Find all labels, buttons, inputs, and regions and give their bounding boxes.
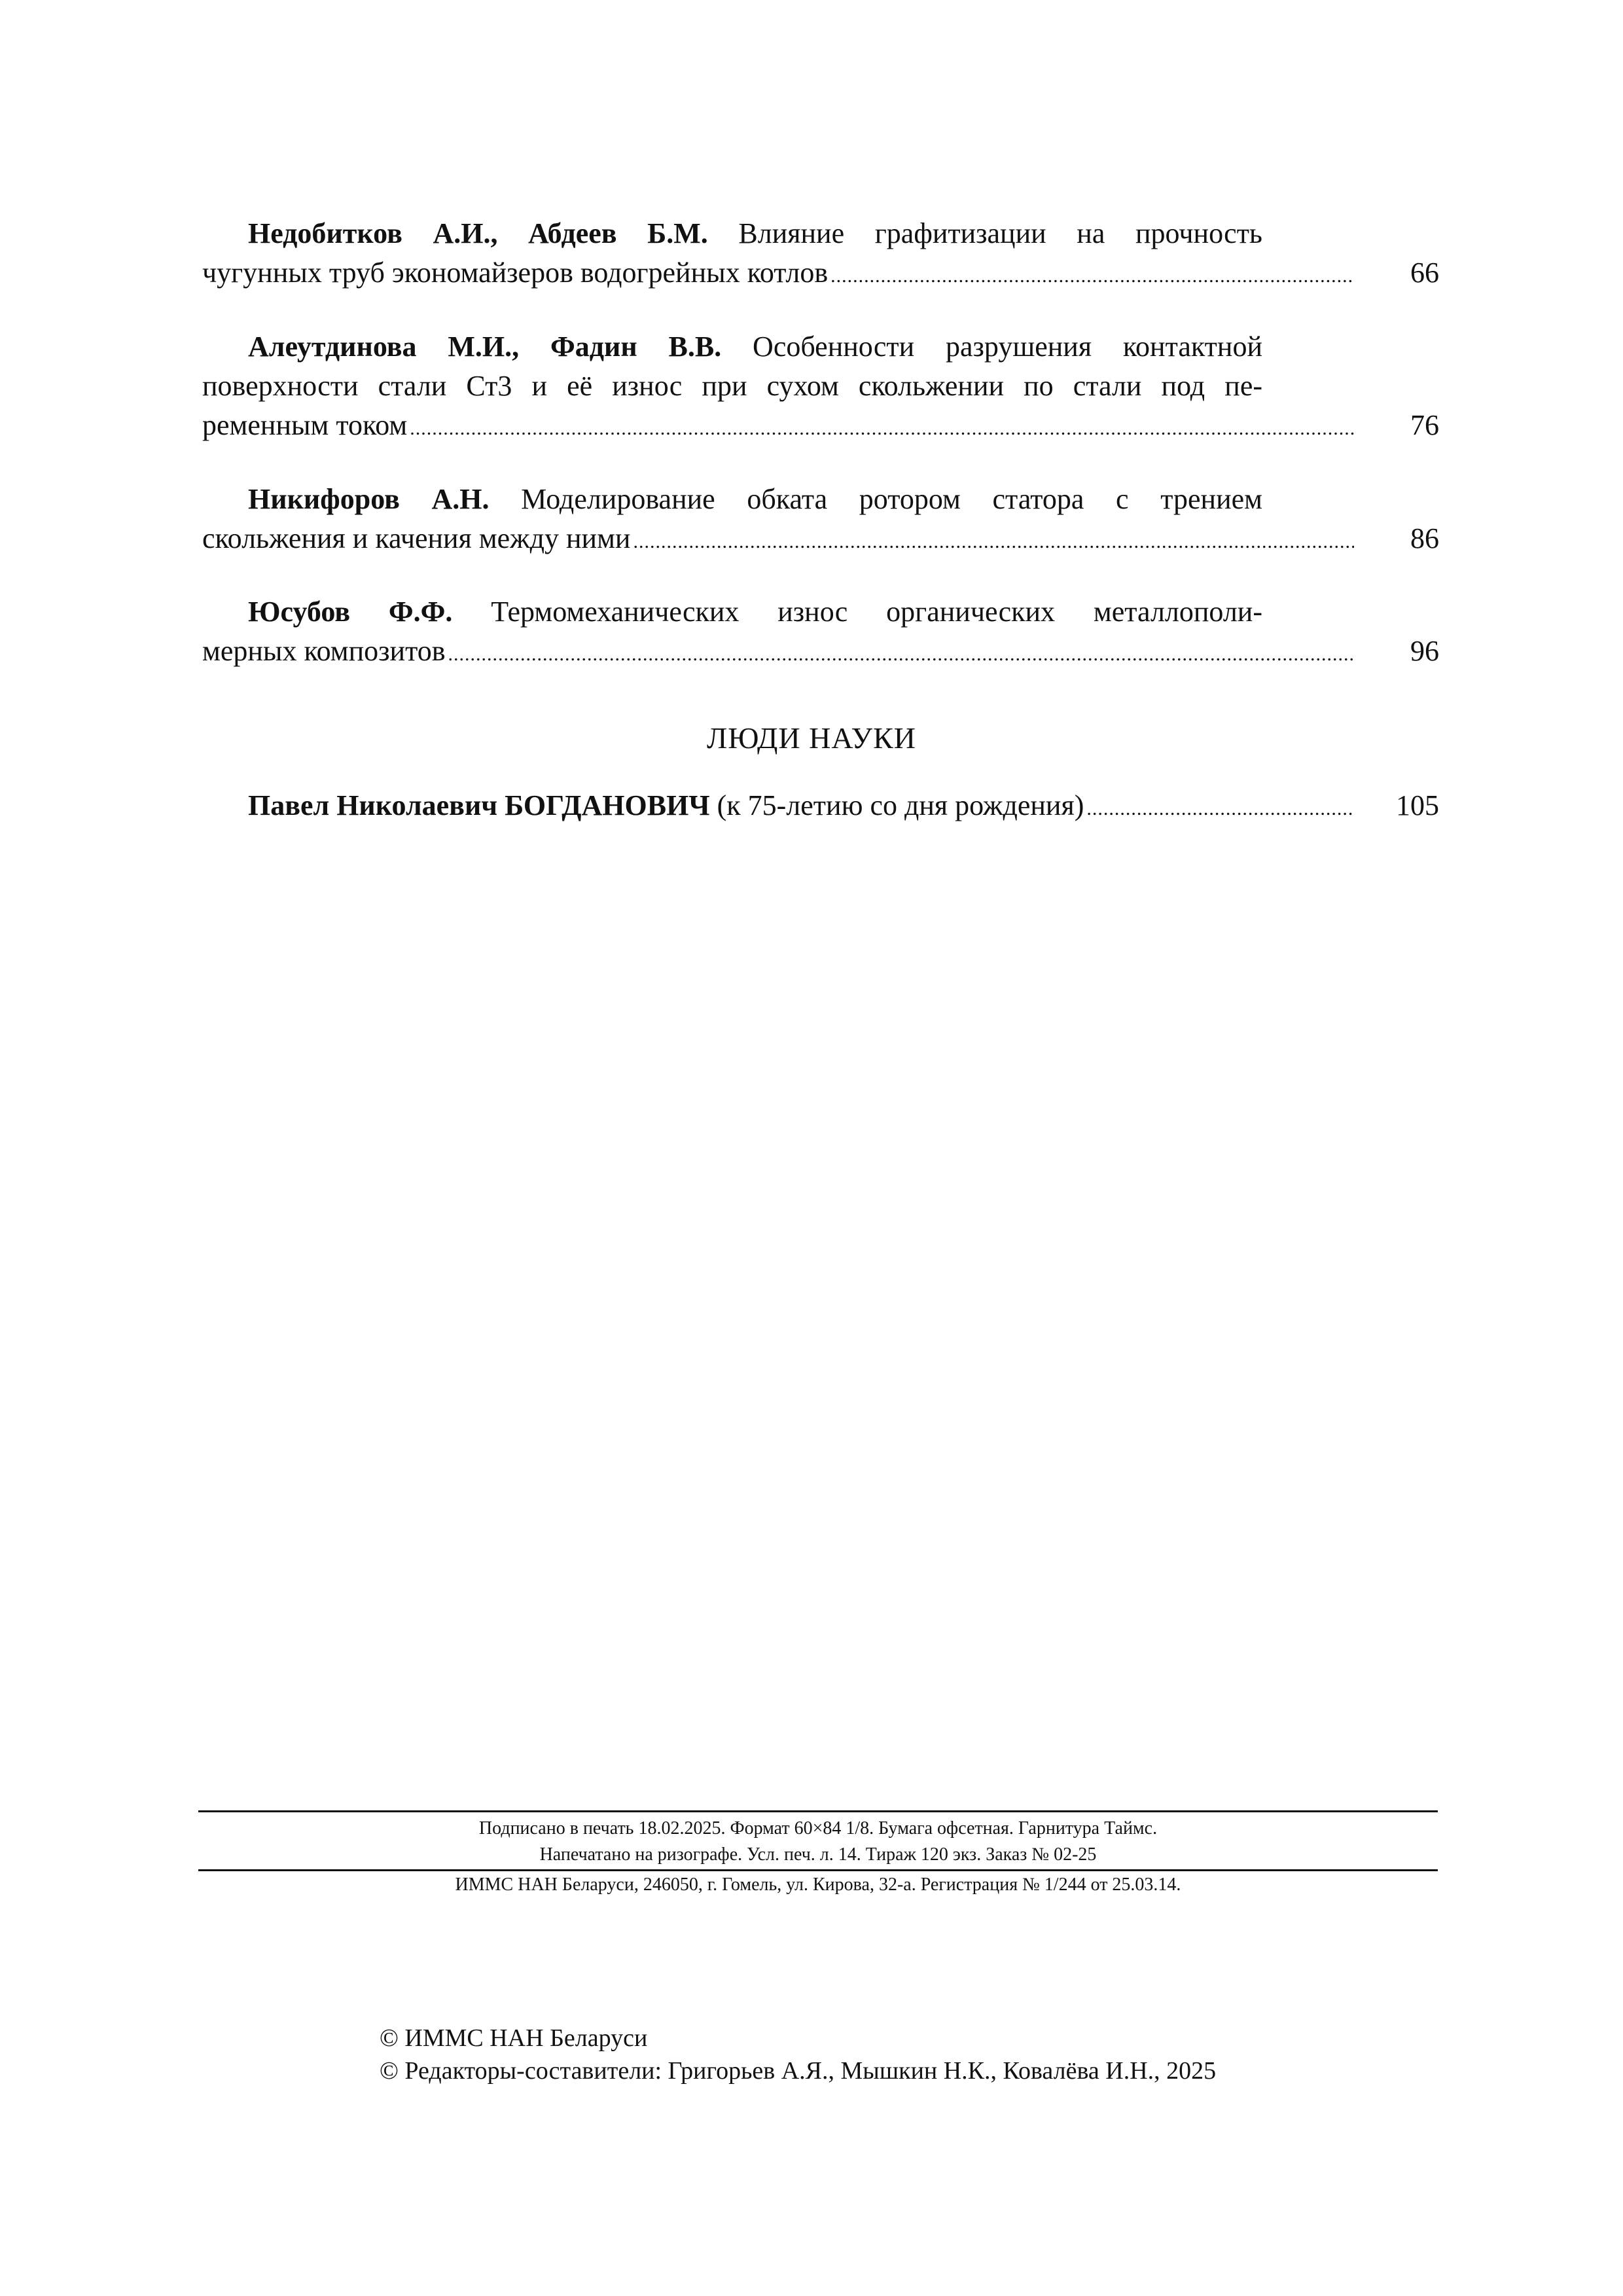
toc-entry-title: Термомеханических износ органических металлополи- — [491, 596, 1262, 628]
toc-entry-authors: Алеутдинова М.И., Фадин В.В. — [248, 331, 722, 363]
toc-page-number: 86 — [1410, 522, 1439, 554]
toc-entry-title-line — [202, 592, 1262, 632]
toc-page-number: 96 — [1410, 635, 1439, 667]
toc-entry-title-continued: мерных композитов — [202, 635, 446, 667]
toc-entry-subtitle: (к 75-летию со дня рождения) — [717, 789, 1084, 821]
dot-leader — [407, 409, 1354, 448]
dot-leader — [1084, 789, 1354, 829]
toc-entry-person-name: Павел Николаевич БОГДАНОВИЧ — [248, 789, 710, 821]
toc-entry-title: Влияние графитизации на прочность — [738, 217, 1262, 249]
toc-entry-title-line-2 — [202, 367, 1262, 406]
toc-entry-2 — [202, 327, 1439, 445]
dot-leader — [828, 257, 1354, 296]
imprint-bottom-rule — [198, 1869, 1438, 1871]
toc-entry-title — [202, 786, 1084, 825]
copyright-publisher: © ИММС НАН Беларуси — [380, 2024, 648, 2052]
toc-entry-title: Особенности разрушения контактной — [753, 331, 1262, 363]
toc-entry-title-line — [202, 480, 1262, 519]
toc-entry-last-line — [202, 786, 1439, 825]
copyright-editors: © Редакторы-составители: Григорьев А.Я., Мышкин Н.К., Ковалёва И.Н., 2025 — [380, 2057, 1217, 2085]
toc-entry-title-line — [202, 214, 1262, 253]
toc-entry-authors: Никифоров А.Н. — [248, 483, 490, 515]
toc-entry-jubilee — [202, 786, 1439, 825]
toc-page-number: 66 — [1410, 257, 1439, 289]
toc-entry-last-line — [202, 253, 1439, 293]
toc-entry-authors: Недобитков А.И., Абдеев Б.М. — [248, 217, 708, 249]
imprint-line-1: Подписано в печать 18.02.2025. Формат 60×84 1/8. Бумага офсетная. Гарнитура Таймс. — [478, 1818, 1158, 1839]
dot-leader — [446, 635, 1354, 674]
toc-entry-title-line — [202, 327, 1262, 367]
dot-leader — [630, 522, 1354, 562]
toc-entry-title: Моделирование обката ротором статора с трением — [521, 483, 1262, 515]
toc-entry-title-continued: чугунных труб экономайзеров водогрейных котлов — [202, 257, 829, 289]
imprint-line-3: ИММС НАН Беларуси, 246050, г. Гомель, ул. Кирова, 32-а. Регистрация № 1/244 от 25.03.14. — [455, 1874, 1181, 1895]
toc-entry-3 — [202, 480, 1439, 558]
toc-page-number: 76 — [1410, 409, 1439, 441]
toc-entry-authors: Юсубов Ф.Ф. — [248, 596, 453, 628]
section-heading: ЛЮДИ НАУКИ — [707, 721, 916, 755]
toc-entry-1 — [202, 214, 1439, 293]
imprint-top-rule — [198, 1810, 1438, 1812]
toc-entry-last-line — [202, 632, 1439, 671]
toc-entry-4 — [202, 592, 1439, 671]
toc-entry-title-continued: поверхности стали Ст3 и её износ при сухом скольжении по стали под пе- — [202, 370, 1262, 402]
toc-entry-last-line — [202, 406, 1439, 445]
toc-page-number: 105 — [1396, 789, 1439, 821]
imprint-line-2: Напечатано на ризографе. Усл. печ. л. 14. Тираж 120 экз. Заказ № 02-25 — [539, 1844, 1097, 1865]
toc-entry-title-continued: скольжения и качения между ними — [202, 522, 631, 554]
toc-entry-last-line — [202, 519, 1439, 558]
toc-entry-title-continued: ременным током — [202, 409, 408, 441]
